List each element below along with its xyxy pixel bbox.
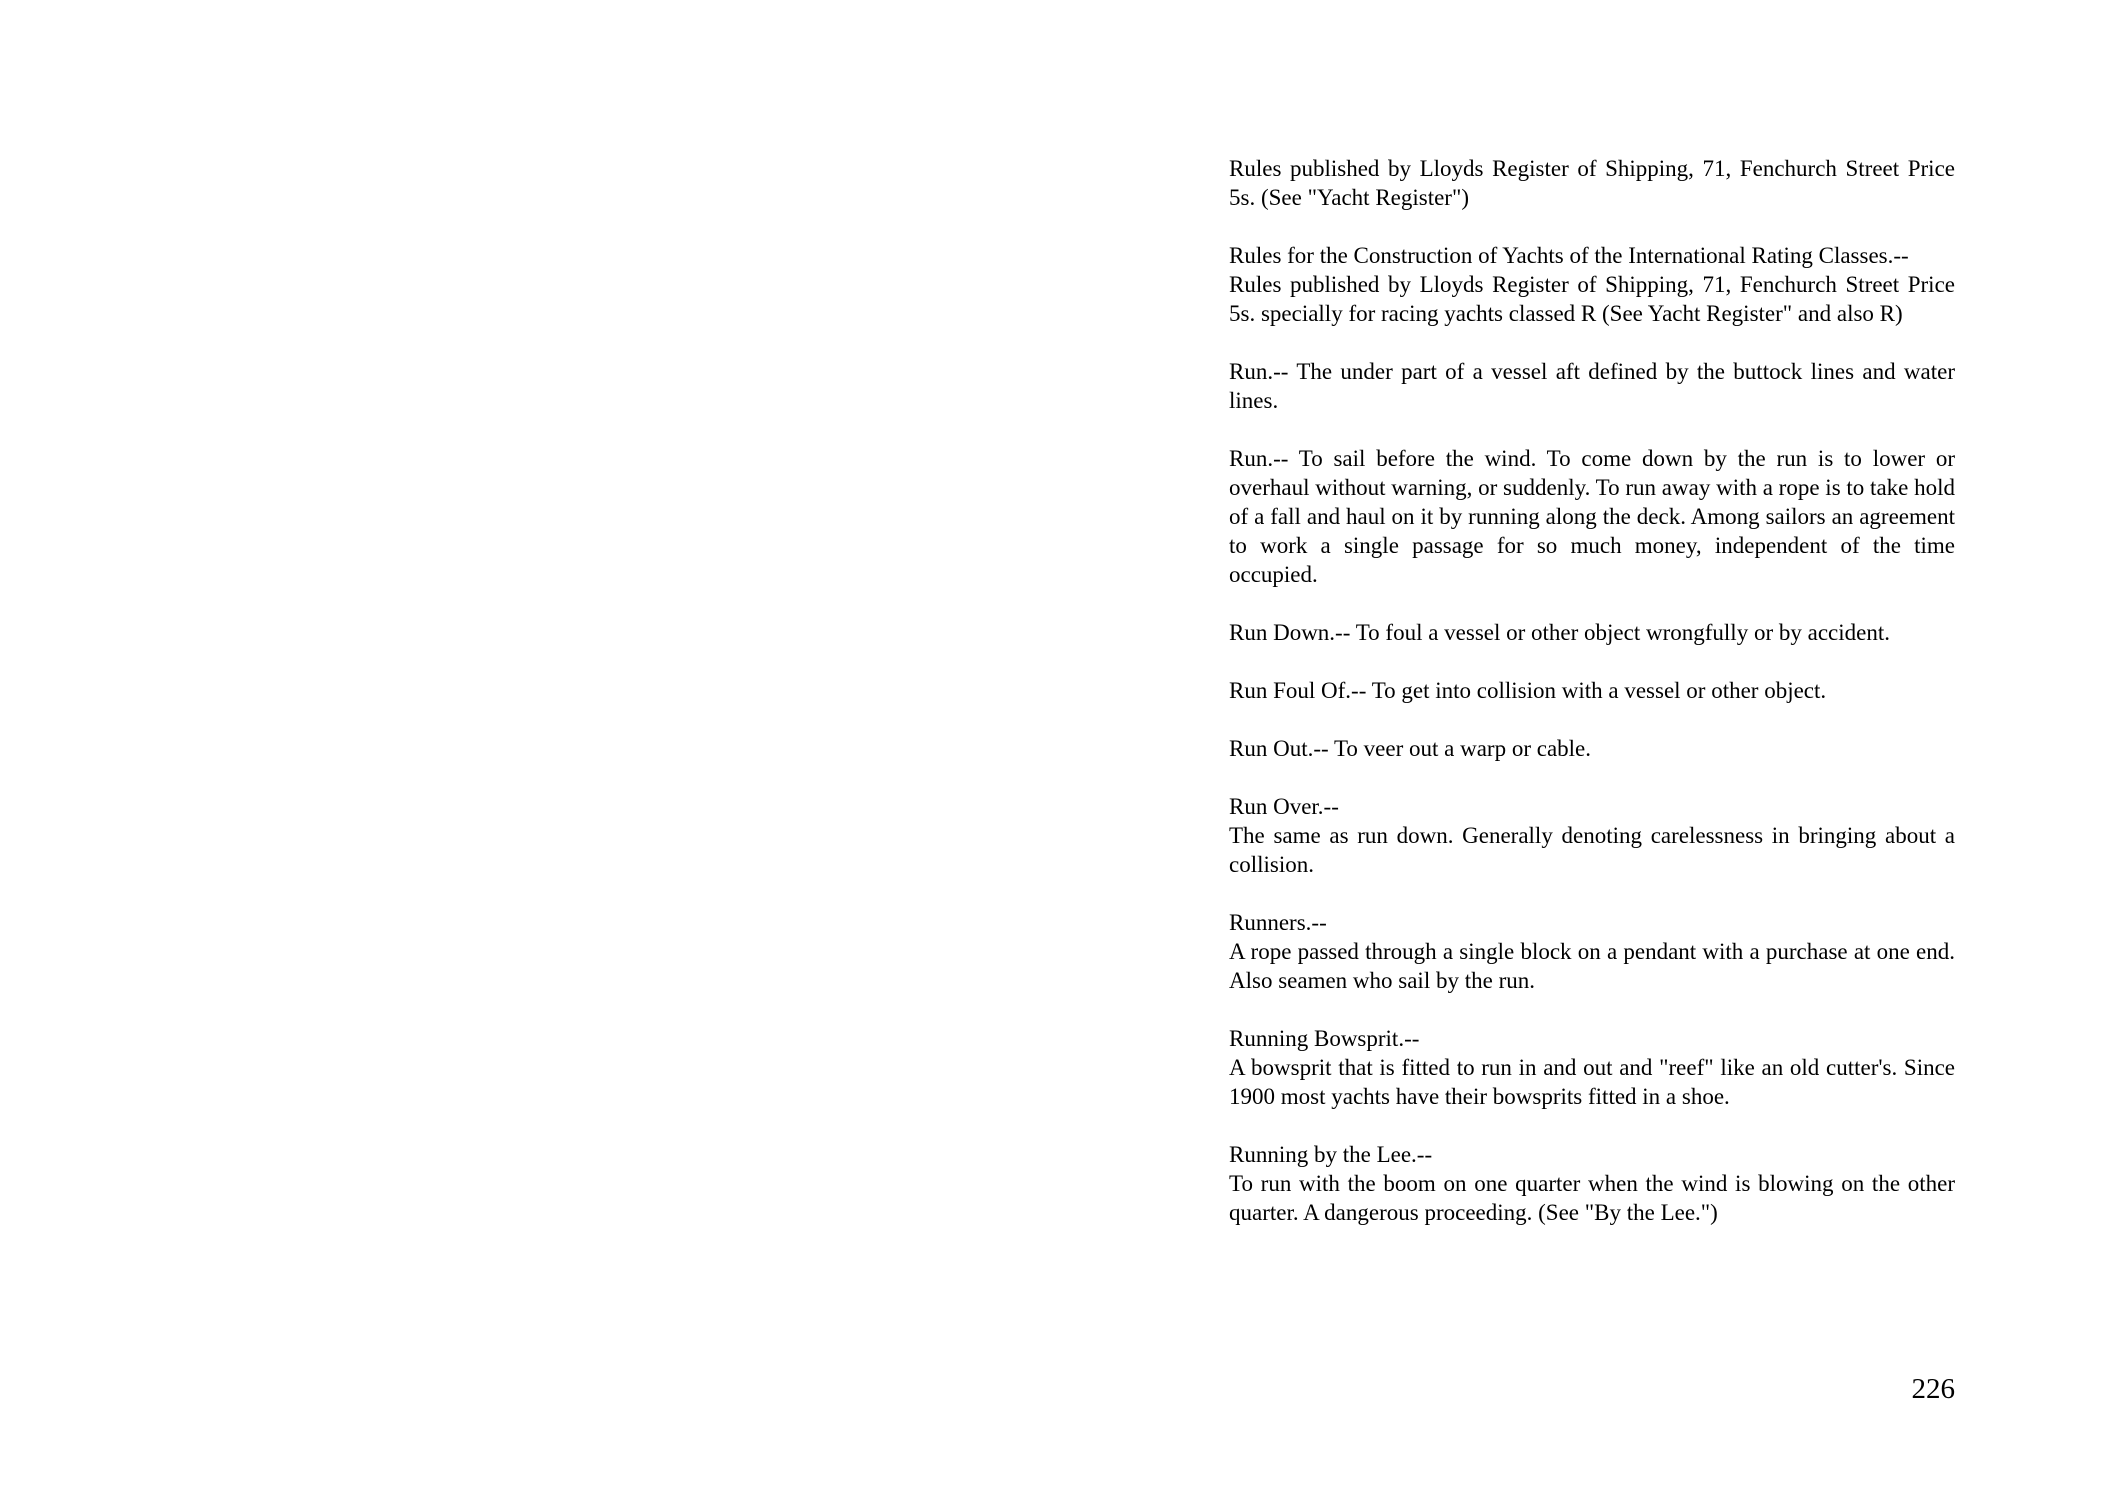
entry-heading: Running by the Lee.--: [1229, 1142, 1433, 1167]
glossary-entry: [1229, 444, 1955, 589]
glossary-text-column: [1229, 154, 1955, 1256]
entry-paragraph: Run Foul Of.-- To get into collision with a vessel or other object.: [1229, 678, 1827, 703]
entry-heading: Rules for the Construction of Yachts of the International Rating Classes.--: [1229, 243, 1909, 268]
glossary-entry: [1229, 792, 1955, 879]
glossary-entry: [1229, 241, 1955, 328]
glossary-entry: [1229, 154, 1955, 212]
entry-paragraph: To run with the boom on one quarter when the wind is blowing on the other quarter. A dangerous proceeding. (See "By the Lee."): [1229, 1171, 1955, 1225]
glossary-entry: [1229, 1140, 1955, 1227]
entry-paragraph: Run.-- To sail before the wind. To come down by the run is to lower or overhaul without warning, or suddenly. To run away with a rope is to take hold of a fall and haul on it by running along the deck. Among sailors an agreement to work a single passage for so much money, independent of the time occupied.: [1229, 446, 1955, 587]
entry-heading: Runners.--: [1229, 910, 1327, 935]
glossary-entry: [1229, 357, 1955, 415]
entry-paragraph: Rules published by Lloyds Register of Shipping, 71, Fenchurch Street Price 5s. specially for racing yachts classed R (See Yacht Register" and also R): [1229, 272, 1955, 326]
entry-paragraph: A bowsprit that is fitted to run in and out and "reef" like an old cutter's. Since 1900 most yachts have their bowsprits fitted in a shoe.: [1229, 1055, 1955, 1109]
entry-paragraph: The same as run down. Generally denoting carelessness in bringing about a collision.: [1229, 823, 1955, 877]
glossary-entry: [1229, 618, 1955, 647]
glossary-entry: [1229, 1024, 1955, 1111]
glossary-entry: [1229, 734, 1955, 763]
entry-paragraph: Run Out.-- To veer out a warp or cable.: [1229, 736, 1592, 761]
entry-paragraph: A rope passed through a single block on a pendant with a purchase at one end. Also seamen who sail by the run.: [1229, 939, 1955, 993]
entry-heading: Run Over.--: [1229, 794, 1339, 819]
glossary-entry: [1229, 676, 1955, 705]
entry-heading: Running Bowsprit.--: [1229, 1026, 1420, 1051]
entry-paragraph: Run Down.-- To foul a vessel or other object wrongfully or by accident.: [1229, 620, 1890, 645]
entry-paragraph: Run.-- The under part of a vessel aft defined by the buttock lines and water lines.: [1229, 359, 1955, 413]
entry-paragraph: Rules published by Lloyds Register of Shipping, 71, Fenchurch Street Price 5s. (See "Yacht Register"): [1229, 156, 1955, 210]
glossary-entry: [1229, 908, 1955, 995]
page-number: 226: [1911, 1373, 1955, 1405]
